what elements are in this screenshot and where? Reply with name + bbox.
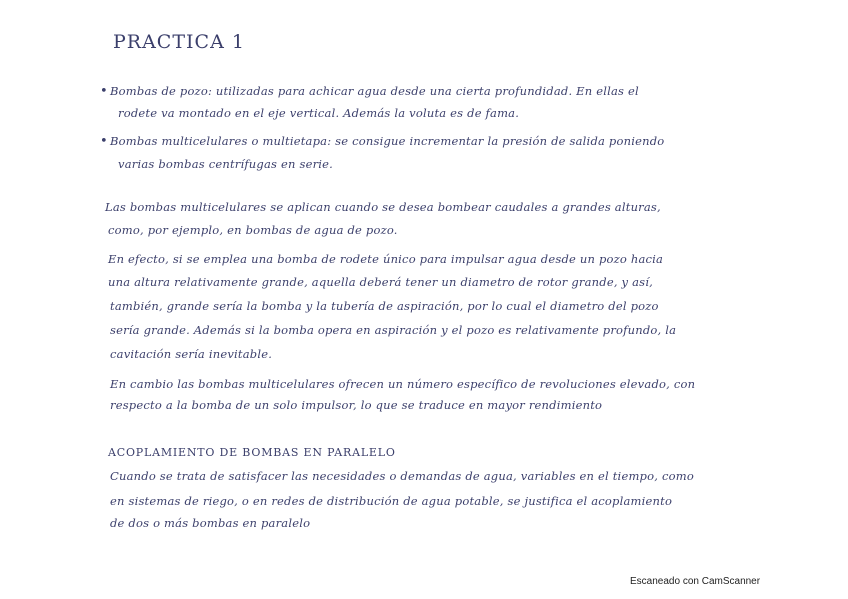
paragraph-2-line-5: cavitación sería inevitable. xyxy=(110,347,273,361)
bullet-2-line-2: varias bombas centrífugas en serie. xyxy=(118,157,334,171)
paragraph-1-line-2: como, por ejemplo, en bombas de agua de pozo. xyxy=(108,223,398,237)
bullet-2-line-1: Bombas multicelulares o multietapa: se consigue incrementar la presión de salida poniendo xyxy=(110,134,665,148)
section-line-2: en sistemas de riego, o en redes de distribución de agua potable, se justifica el acoplamiento xyxy=(110,494,673,508)
bullet-marker: • xyxy=(100,134,108,149)
paragraph-3-line-2: respecto a la bomba de un solo impulsor, lo que se traduce en mayor rendimiento xyxy=(110,398,603,412)
section-heading: ACOPLAMIENTO DE BOMBAS EN PARALELO xyxy=(108,446,396,459)
paragraph-3-line-1: En cambio las bombas multicelulares ofrecen un número específico de revoluciones elevado, con xyxy=(110,377,696,391)
paragraph-2-line-1: En efecto, si se emplea una bomba de rodete único para impulsar agua desde un pozo hacia xyxy=(108,252,664,266)
section-line-1: Cuando se trata de satisfacer las necesidades o demandas de agua, variables en el tiempo, como xyxy=(110,469,694,483)
scanner-watermark: Escaneado con CamScanner xyxy=(630,576,761,587)
bullet-1-line-1: Bombas de pozo: utilizadas para achicar agua desde una cierta profundidad. En ellas el xyxy=(110,84,639,98)
bullet-marker: • xyxy=(100,84,108,99)
paragraph-2-line-4: sería grande. Además si la bomba opera en aspiración y el pozo es relativamente profundo, la xyxy=(110,323,677,337)
paragraph-2-line-2: una altura relativamente grande, aquella deberá tener un diametro de rotor grande, y así, xyxy=(108,275,653,289)
page-title: PRACTICA 1 xyxy=(113,31,245,53)
bullet-1-line-2: rodete va montado en el eje vertical. Además la voluta es de fama. xyxy=(118,106,520,120)
paragraph-2-line-3: también, grande sería la bomba y la tubería de aspiración, por lo cual el diametro del pozo xyxy=(110,299,659,313)
paragraph-1-line-1: Las bombas multicelulares se aplican cuando se desea bombear caudales a grandes alturas, xyxy=(105,200,661,214)
section-line-3: de dos o más bombas en paralelo xyxy=(110,516,311,530)
